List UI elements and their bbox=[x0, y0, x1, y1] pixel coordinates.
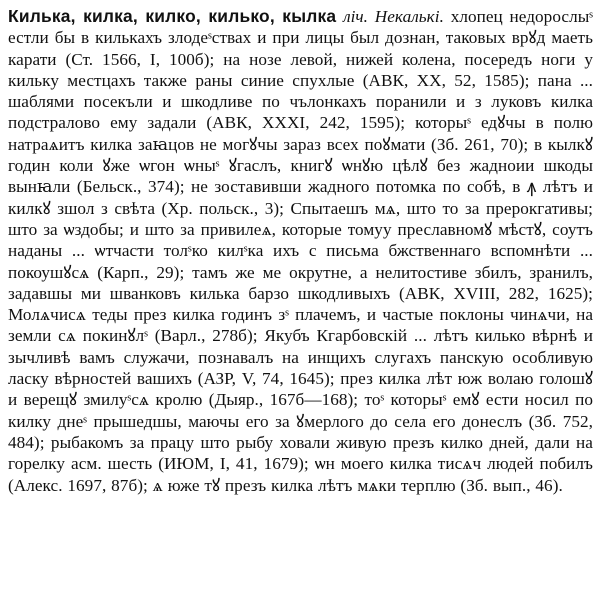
entry-gloss: ліч. Некалькі. bbox=[343, 7, 444, 26]
dictionary-entry bbox=[8, 6, 593, 496]
entry-citations: хлопец недорослыˢ естли бы в килькахъ злодеˢствах и при лицы был дознан, таковых врꙋд маеть карати (Ст. 1566, I, 100б); на нозе левой, нижей колена, посередъ ноги у кильку местцахъ также раны синие спухлые (АВК, XX, 52, 1585); пана ... шаблями посекъли и шкодливе по чълонкахъ поранили и з луковъ килка подстралово ему задали (АВК, XXXI, 242, 1595); которыˢ едꙋчы в полю натраѧитъ килка заꙗцов не могꙋчы зараз всех поꙋмати (Зб. 261, 70); в кылкꙋ годин коли ꙋже ѡгон ѡныˢ ꙋгаслъ, книгꙋ ѡнꙋю цѣлꙋ без жадноии шкоды вынꙗли (Бельск., 374); не зоставивши жадного потомка по собѣ, в ꙟ лѣтъ и килкꙋ зшол з свѣта (Хр. польск., 3); Спытаешъ мѧ, што то за прерокгативы; што за ѡздобы; и што за привилеѧ, которые томуу преславномꙋ мѣстꙋ, соутъ наданы ... ѡтчасти толˢко килˢка ихъ с письма бжственнаго вспомнѣти ... покоушꙋсѧ (Карп., 29); тамъ же ме окрутне, а нелитостиве збилъ, зранилъ, задавшы ми шванковъ килька барзо шкодливыхъ (АВК, XVIII, 282, 1625); Молѧчисѧ теды през килка годинъ зˢ плачемъ, и частые поклоны чинѧчи, на земли сѧ покинꙋлˢ (Варл., 278б); Якубъ Кгарбовскій ... лѣтъ килько вѣрнѣ и зычливѣ вамъ служачи, познавалъ на инщихъ слугахъ панскую особливую ласку вѣрностей вашихъ (АЗР, V, 74, 1645); през килка лѣт юж волаю голошꙋ и верещꙋ змилуˢсѧ кролю (Дыяр., 167б—168); тоˢ которыˢ емꙋ ести носил по килку днеˢ прышедшы, маючы его за ꙋмерлого до села его донеслъ (Зб. 752, 484); рыбакомъ за працу што рыбу ховали живую презъ килко дней, дали на горелку асм. шесть (ИЮМ, I, 41, 1679); ѡн моего килка тисѧч людей побилъ (Алекс. 1697, 87б); ѧ юже тꙋ презъ килка лѣтъ мѧки терплю (Зб. вып., 46). bbox=[8, 7, 593, 495]
entry-headword: Килька, килка, килко, килько, кылка bbox=[8, 6, 337, 26]
